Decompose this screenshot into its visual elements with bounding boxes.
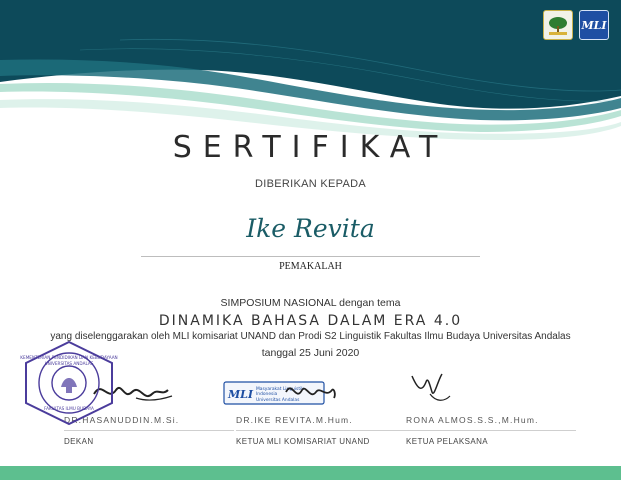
header-wave-decoration — [0, 0, 621, 140]
signature-line — [236, 430, 406, 431]
given-to-label: DIBERIKAN KEPADA — [255, 178, 366, 190]
svg-text:FAKULTAS ILMU BUDAYA: FAKULTAS ILMU BUDAYA — [44, 406, 94, 411]
recipient-role: PEMAKALAH — [279, 261, 342, 272]
signatory-mli-chair — [228, 372, 416, 452]
event-line: SIMPOSIUM NASIONAL dengan tema — [220, 297, 401, 309]
svg-text:Indonesia: Indonesia — [256, 392, 278, 397]
organizer-line: yang diselenggarakan oleh MLI komisariat UNAND dan Prodi S2 Linguistik Fakultas Ilmu Budaya Universitas Andalas — [50, 331, 571, 342]
mli-logo-text: MLI — [581, 18, 607, 32]
event-date: tanggal 25 Juni 2020 — [261, 347, 360, 359]
event-theme: DINAMIKA BAHASA DALAM ERA 4.0 — [158, 313, 463, 329]
signatory-title: DEKAN — [64, 437, 94, 446]
signatory-name: RONA ALMOS.S.S.,M.Hum. — [406, 415, 539, 425]
header-logos — [543, 10, 609, 40]
recipient-name: Ike Revita — [246, 214, 375, 243]
signatory-name: DR.IKE REVITA.M.Hum. — [236, 415, 353, 425]
signatory-title: KETUA PELAKSANA — [406, 437, 489, 446]
svg-text:KEMENTERIAN PENDIDIKAN DAN KEB: KEMENTERIAN PENDIDIKAN DAN KEBUDAYAAN — [20, 355, 118, 360]
tree-emblem-icon — [546, 13, 570, 37]
organizing-chair-signature — [406, 372, 586, 412]
signatory-organizing-chair — [406, 372, 586, 452]
university-stamp — [20, 339, 118, 427]
signature-line — [406, 430, 576, 431]
signatory-name: DR.HASANUDDIN.M.Si. — [64, 415, 180, 425]
svg-text:Masyarakat Linguistik: Masyarakat Linguistik — [256, 387, 304, 392]
certificate-title: SERTIFIKAT — [172, 130, 449, 165]
signatory-title: KETUA MLI KOMISARIAT UNAND — [236, 437, 370, 446]
mli-chair-signature-with-stamp — [228, 372, 416, 412]
mli-logo — [579, 10, 609, 40]
university-logo — [543, 10, 573, 40]
signature-line — [64, 430, 234, 431]
svg-text:UNIVERSITAS ANDALAS: UNIVERSITAS ANDALAS — [44, 361, 94, 366]
svg-text:Universitas Andalas: Universitas Andalas — [256, 398, 300, 403]
footer-accent-bar — [0, 466, 621, 480]
svg-text:MLI: MLI — [228, 388, 254, 401]
name-underline — [141, 256, 480, 257]
